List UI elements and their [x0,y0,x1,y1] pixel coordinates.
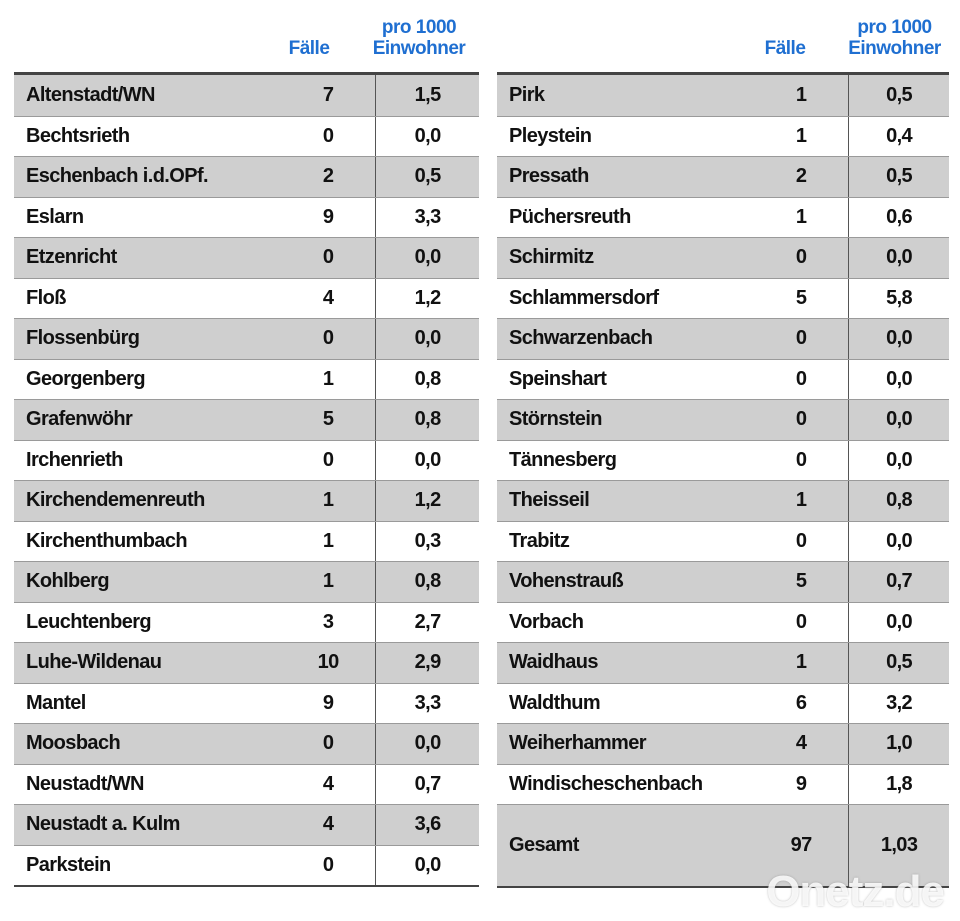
municipality-name: Schwarzenbach [509,327,653,350]
left-table-body [14,72,479,887]
municipality-name: Püchersreuth [509,205,631,228]
faelle-value: 9 [322,691,334,714]
pro-1000-value: 0,5 [848,157,949,197]
onetz-watermark-logo: Onetz.de [766,867,944,916]
faelle-value: 0 [795,246,807,269]
municipality-name: Eschenbach i.d.OPf. [26,165,208,188]
header-faelle: Fälle [288,38,330,59]
municipality-name: Vohenstrauß [509,570,624,593]
table-row [14,237,479,278]
faelle-value: 0 [795,408,807,431]
pro-1000-value: 0,7 [375,765,479,805]
table-row [14,440,479,481]
municipality-name: Pirk [509,83,545,106]
table-row [497,237,949,278]
municipality-name: Waidhaus [509,651,598,674]
municipality-name: Neustadt a. Kulm [26,813,180,836]
pro-1000-value: 1,5 [375,75,479,116]
table-row [14,197,479,238]
faelle-value: 1 [795,651,807,674]
pro-1000-value: 0,0 [375,724,479,764]
pro-1000-value: 5,8 [848,279,949,319]
municipality-name: Mantel [26,691,86,714]
pro-1000-value: 0,0 [375,441,479,481]
faelle-value: 1 [322,489,334,512]
total-pro-1000: 1,03 [848,805,949,886]
faelle-value: 1 [322,529,334,552]
municipality-name: Flossenbürg [26,327,140,350]
pro-1000-value: 3,2 [848,684,949,724]
municipality-name: Waldthum [509,691,601,714]
municipality-name: Moosbach [26,732,121,755]
pro-1000-value: 1,8 [848,765,949,805]
municipality-name: Schlammersdorf [509,286,659,309]
table-row [14,318,479,359]
table-row [14,642,479,683]
table-row [497,480,949,521]
municipality-name: Bechtsrieth [26,124,130,147]
municipality-name: Trabitz [509,529,570,552]
pro-1000-value: 0,0 [848,400,949,440]
table-row [14,845,479,886]
faelle-value: 4 [322,772,334,795]
faelle-value: 0 [322,246,334,269]
municipality-name: Leuchtenberg [26,610,152,633]
pro-1000-value: 0,5 [375,157,479,197]
pro-1000-value: 2,7 [375,603,479,643]
table-row [14,602,479,643]
faelle-value: 0 [795,448,807,471]
municipality-name: Weiherhammer [509,732,646,755]
municipality-name: Vorbach [509,610,584,633]
pro-1000-value: 2,9 [375,643,479,683]
left-table-header [14,0,479,72]
municipality-name: Störnstein [509,408,602,431]
faelle-value: 2 [795,165,807,188]
left-table-panel [14,0,479,887]
table-row [497,278,949,319]
table-row [497,75,949,116]
faelle-value: 10 [317,651,339,674]
table-row [14,116,479,157]
pro-1000-value: 0,0 [848,522,949,562]
municipality-name: Windischeschenbach [509,772,703,795]
total-faelle: 97 [790,834,812,856]
faelle-value: 5 [795,286,807,309]
table-row [14,723,479,764]
faelle-value: 0 [795,529,807,552]
faelle-value: 1 [322,367,334,390]
right-table-body [497,72,949,888]
pro-1000-value: 0,8 [375,562,479,602]
pro-1000-value: 1,0 [848,724,949,764]
faelle-value: 9 [322,205,334,228]
pro-1000-value: 0,0 [848,441,949,481]
table-row [14,278,479,319]
pro-1000-value: 0,0 [375,238,479,278]
faelle-value: 0 [322,732,334,755]
faelle-value: 1 [795,205,807,228]
table-row [497,399,949,440]
pro-1000-value: 0,6 [848,198,949,238]
municipality-name: Etzenricht [26,246,117,269]
table-row [497,156,949,197]
table-row [14,521,479,562]
faelle-value: 1 [795,83,807,106]
table-row [14,764,479,805]
faelle-value: 0 [795,327,807,350]
municipality-name: Grafenwöhr [26,408,133,431]
municipality-name: Irchenrieth [26,448,123,471]
municipality-name: Altenstadt/WN [26,83,155,106]
faelle-value: 4 [322,286,334,309]
table-row [14,75,479,116]
faelle-value: 1 [322,570,334,593]
faelle-value: 4 [795,732,807,755]
table-row [497,318,949,359]
header-faelle: Fälle [764,38,806,59]
municipality-name: Pressath [509,165,589,188]
faelle-value: 5 [795,570,807,593]
pro-1000-value: 0,8 [848,481,949,521]
table-row [14,683,479,724]
faelle-value: 0 [795,610,807,633]
pro-1000-value: 3,3 [375,198,479,238]
pro-1000-value: 0,0 [375,846,479,886]
table-row [14,561,479,602]
table-row [497,642,949,683]
faelle-value: 5 [322,408,334,431]
pro-1000-value: 0,8 [375,400,479,440]
right-table-panel [497,0,949,888]
municipality-name: Speinshart [509,367,607,390]
pro-1000-value: 0,0 [848,319,949,359]
pro-1000-value: 0,0 [848,603,949,643]
header-pro-1000-einwohner: pro 1000 Einwohner [372,17,466,59]
faelle-value: 2 [322,165,334,188]
pro-1000-value: 0,0 [375,117,479,157]
pro-1000-value: 0,3 [375,522,479,562]
pro-1000-value: 3,3 [375,684,479,724]
table-row [14,399,479,440]
municipality-name: Theisseil [509,489,590,512]
pro-1000-value: 0,5 [848,643,949,683]
municipality-name: Neustadt/WN [26,772,144,795]
table-row [497,561,949,602]
right-table-header [497,0,949,72]
municipality-name: Parkstein [26,853,111,876]
municipality-name: Pleystein [509,124,592,147]
municipality-name: Georgenberg [26,367,145,390]
faelle-value: 0 [322,853,334,876]
municipality-name: Kohlberg [26,570,109,593]
faelle-value: 6 [795,691,807,714]
table-row [14,480,479,521]
municipality-name: Luhe-Wildenau [26,651,162,674]
faelle-value: 0 [322,327,334,350]
municipality-name: Tännesberg [509,448,617,471]
pro-1000-value: 0,0 [848,360,949,400]
pro-1000-value: 1,2 [375,481,479,521]
pro-1000-value: 0,0 [375,319,479,359]
faelle-value: 1 [795,489,807,512]
table-row [14,156,479,197]
pro-1000-value: 1,2 [375,279,479,319]
table-row [497,683,949,724]
table-row [497,116,949,157]
table-row [497,521,949,562]
total-label: Gesamt [509,834,579,856]
table-row [14,804,479,845]
municipality-name: Floß [26,286,66,309]
faelle-value: 1 [795,124,807,147]
faelle-value: 4 [322,813,334,836]
table-row [497,440,949,481]
table-row [14,359,479,400]
municipality-name: Kirchenthumbach [26,529,188,552]
pro-1000-value: 0,5 [848,75,949,116]
faelle-value: 7 [322,83,334,106]
table-row [497,723,949,764]
faelle-value: 0 [322,124,334,147]
pro-1000-value: 0,7 [848,562,949,602]
municipality-name: Schirmitz [509,246,594,269]
pro-1000-value: 3,6 [375,805,479,845]
pro-1000-value: 0,8 [375,360,479,400]
header-pro-1000-einwohner: pro 1000 Einwohner [848,17,941,59]
table-row [497,197,949,238]
faelle-value: 0 [795,367,807,390]
municipality-name: Eslarn [26,205,84,228]
table-row [497,602,949,643]
faelle-value: 0 [322,448,334,471]
table-row [497,359,949,400]
municipality-name: Kirchendemenreuth [26,489,205,512]
faelle-value: 3 [322,610,334,633]
faelle-value: 9 [795,772,807,795]
pro-1000-value: 0,0 [848,238,949,278]
pro-1000-value: 0,4 [848,117,949,157]
table-row [497,764,949,805]
